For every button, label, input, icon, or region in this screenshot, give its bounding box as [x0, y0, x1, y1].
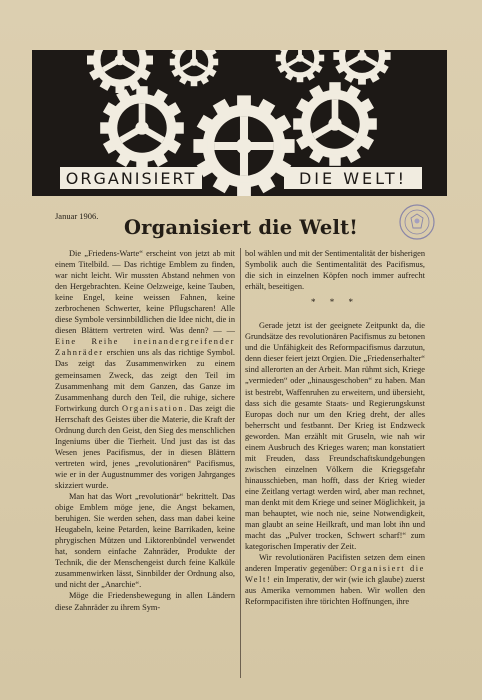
- left-column: [55, 248, 235, 613]
- right-paragraph-2: Gerade jetzt ist der geeignete Zeitpunkt da, die Grundsätze des revolutionären Pacifismus zu betonen und die Unfähigkeit des Reformpacifismus darzutun, denn dieser feiert jetzt Orgien. Die „Friedenserhalter“ sind allerorten an der Arbeit. Man rühmt sich, Kriege „vermieden“ oder „hinausgeschoben“ zu haben. Man ist bestrebt, Waffenruhen zu erweitern, und übersieht, dass sich die gesamte Staats- und Regierungskunst Europas doch nur um den Krieg dreht, der alles beherrscht und festbannt. Der Krieg ist Endzweck geworden. Man erzählt mit Gruseln, wie nah wir einem Ausbruch des Krieges waren; man konstatiert mit Freuden, dass Freundschaftskundgebungen zwischen einzelnen Völkern die Kriegsgefahr hinausschieben, man hofft, dass der Krieg wieder eine Zeitlang vertagt werden wird, aber man rechnet, man denkt mit dem Kriege und seiner Möglichkeit, ja man behauptet, wie noch nie, seine Notwendigkeit, man glaubt an seine Heilkraft, und man lobt ihn und macht das „Pulver trocken, Schwert scharf!“ zum kategorischen Imperativ der Zeit.: [245, 321, 425, 552]
- gears-emblem: [32, 50, 447, 196]
- spaced-emphasis: Organisation: [121, 403, 185, 413]
- text-run: Die „Friedens-Warte“ erscheint von jetzt ab mit einem Titelbild. — Das richtige Emblem zu finden, war nicht leicht. Wir mussten Abstand nehmen von den Hergebrachten. Keine Oelzweige, keine Tauben, keine Engel, keine weissen Fahnen, keine zerbrochenen Schwerter, keine Pflugscharen! Alle diese Symbole versinnbildlichen die Idee nicht, die in diesen Blättern vertreten wird. Was denn? — —: [55, 249, 235, 336]
- text-run: Wir revolutionären Pacifisten setzen dem einen anderen Imperativ gegenüber:: [245, 553, 425, 574]
- title-banner: [32, 50, 447, 196]
- column-divider: [240, 248, 241, 678]
- left-paragraph-3: Möge die Friedensbewegung in allen Ländern diese Zahnräder zu ihrem Sym-: [55, 591, 235, 612]
- spaced-emphasis: Eine Reihe ineinandergreifender Zahnräder: [55, 337, 235, 358]
- right-paragraph-3: [245, 552, 425, 607]
- right-column: [245, 248, 425, 607]
- banner-right-text: DIE WELT!: [298, 169, 408, 188]
- section-separator: * * *: [311, 297, 359, 308]
- spaced-emphasis: Organisiert die Welt!: [245, 564, 425, 585]
- text-run: ein Imperativ, der wir (wie ich glaube) zuerst aus Amerika vernommen haben. Wir wollen den Reformpacifisten ihre törichten Hoffnungen, ihre: [245, 575, 425, 607]
- text-run: erschien uns als das richtige Symbol. Das zeigt das Zusammenwirken zu einem gemeinsamen Zweck, das zeigt den Teil im Zusammenhang mit dem Ganzen, das Ganze im Zusammenhang durch den Teil, die ruhige, sichere Fortwirkung durch: [55, 348, 235, 413]
- banner-left-text: ORGANISIERT: [65, 169, 197, 188]
- left-paragraph-1: [55, 248, 235, 491]
- text-run: . Das zeigt die Herrschaft des Geistes über die Materie, die Kraft der Ordnung durch den Geist, den Sieg des menschlichen Ingeniums über die Tierheit. Und just das ist das Wesen jenes Pacifismus, der in diesen Blättern vertreten wird, jenes „revolutionären“ Pacifismus, wie er in der Augustnummer des vorigen Jahrganges skizziert wurde.: [55, 403, 235, 490]
- issue-date: Januar 1906.: [55, 211, 99, 221]
- right-paragraph-1: bol wählen und mit der Sentimentalität der bisherigen Symbolik auch die Sentimentalität des Pacifismus, die sich in einzelnen Köpfen noch immer aufrecht erhält, beseitigen.: [245, 249, 425, 292]
- article-title: Organisiert die Welt!: [123, 216, 359, 239]
- left-paragraph-2: Man hat das Wort „revolutionär“ bekrittelt. Das obige Emblem möge jene, die Angst bekamen, beruhigen. Sie werden sehen, dass man dabei keine Heugabeln, keine Petarden, keine Barrikaden, keine phrygischen Mützen und Liktorenbündel verwendet hat, sondern einfache Zahnräder, Produkte der Technik, die der Menschengeist durch feine Kalküle zusammenwirken lässt, Sinnbilder der Ordnung also, und nicht der „Anarchie“.: [55, 492, 235, 590]
